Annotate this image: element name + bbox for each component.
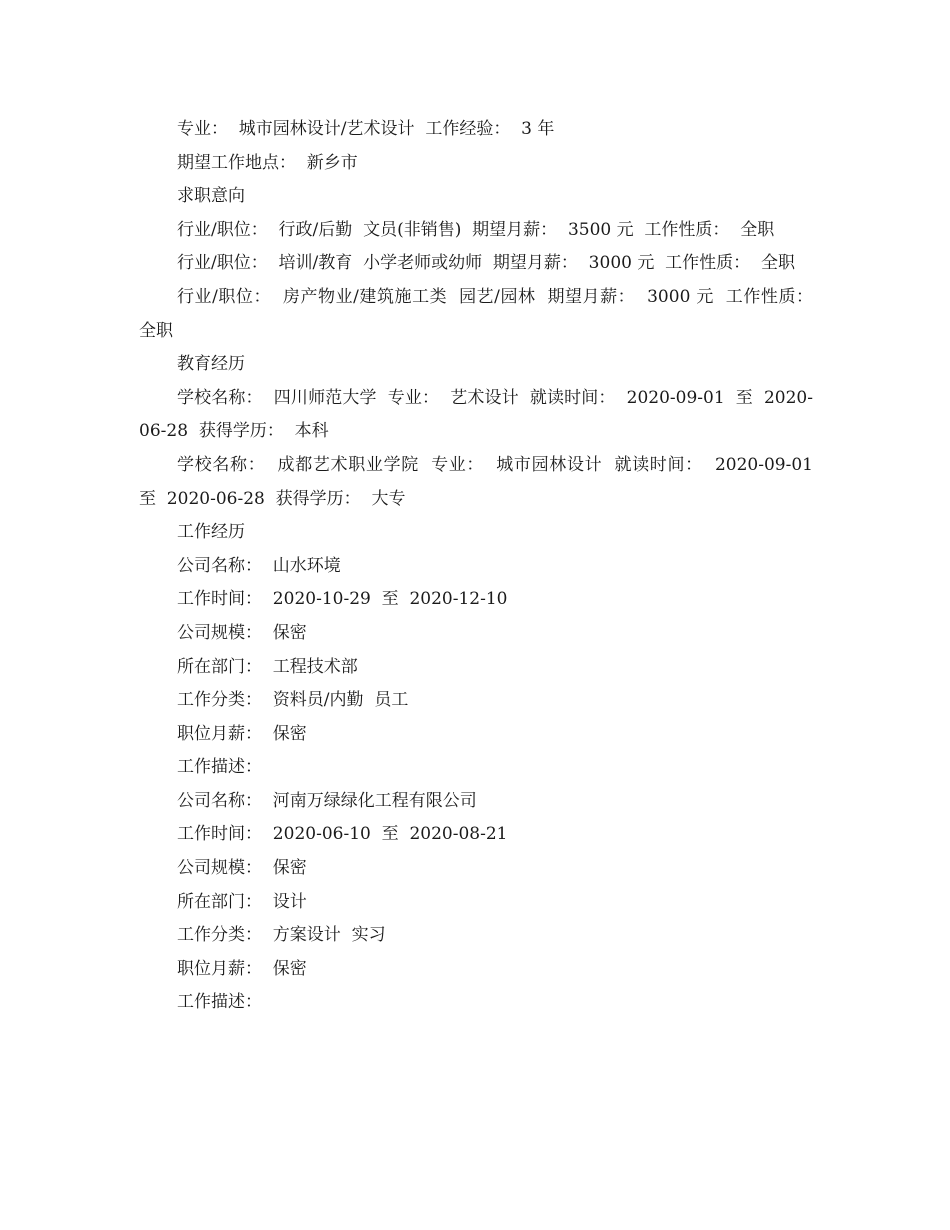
work-category: 工作分类： 方案设计 实习 — [177, 925, 386, 946]
work-salary: 职位月薪： 保密 — [177, 958, 307, 979]
work-department: 所在部门： 设计 — [177, 891, 307, 912]
section-heading-education: 教育经历 — [177, 354, 245, 375]
work-period: 工作时间： 2020-10-29 至 2020-12-10 — [177, 589, 508, 610]
work-company-name: 公司名称： 河南万绿绿化工程有限公司 — [177, 790, 477, 811]
job-intention-item: 行业/职位： 房产物业/建筑施工类 园艺/园林 期望月薪： 3000 元 工作性质： 全职 — [139, 286, 824, 341]
job-intention-item: 行业/职位： 培训/教育 小学老师或幼师 期望月薪： 3000 元 工作性质： 全职 — [177, 253, 795, 274]
work-company-name: 公司名称： 山水环境 — [177, 555, 341, 576]
section-heading-job-intention: 求职意向 — [177, 186, 245, 207]
work-company-size: 公司规模： 保密 — [177, 858, 307, 879]
work-salary: 职位月薪： 保密 — [177, 723, 307, 744]
major-experience-line: 专业： 城市园林设计/艺术设计 工作经验： 3 年 — [177, 119, 555, 139]
desired-location-line: 期望工作地点： 新乡市 — [177, 152, 358, 173]
job-intention-item: 行业/职位： 行政/后勤 文员(非销售) 期望月薪： 3500 元 工作性质： 全职 — [177, 219, 775, 240]
resume-body — [139, 113, 824, 1020]
work-description: 工作描述： — [177, 757, 262, 778]
work-department: 所在部门： 工程技术部 — [177, 656, 358, 677]
work-category: 工作分类： 资料员/内勤 员工 — [177, 690, 409, 711]
work-company-size: 公司规模： 保密 — [177, 622, 307, 643]
section-heading-work-experience: 工作经历 — [177, 522, 245, 543]
education-item: 学校名称： 成都艺术职业学院 专业： 城市园林设计 就读时间： 2020-09-01 至 2020-06-28 获得学历： 大专 — [139, 454, 824, 509]
work-period: 工作时间： 2020-06-10 至 2020-08-21 — [177, 824, 508, 845]
work-description: 工作描述： — [177, 992, 262, 1013]
education-item: 学校名称： 四川师范大学 专业： 艺术设计 就读时间： 2020-09-01 至 2020-06-28 获得学历： 本科 — [139, 387, 813, 442]
